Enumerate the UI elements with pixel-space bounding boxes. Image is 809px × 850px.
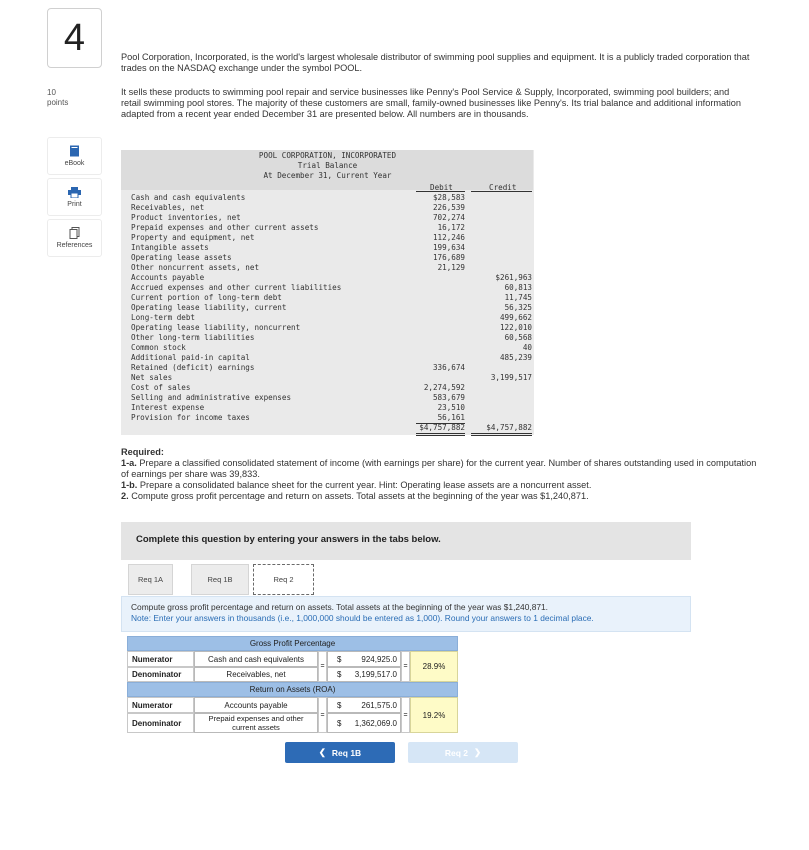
trial-balance-credit [471, 413, 532, 423]
trial-balance-credit [471, 223, 532, 233]
trial-balance-credit [471, 253, 532, 263]
points-label: points [47, 98, 69, 107]
required-1a [121, 458, 761, 480]
gp-denominator-select[interactable]: Receivables, net [194, 667, 318, 682]
trial-balance-debit: 56,161 [437, 413, 465, 422]
instruction-banner: Complete this question by entering your answers in the tabs below. [121, 522, 691, 560]
required-1a-text: Prepare a classified consolidated statement of income (with earnings per share) for the current year. Number of shares outstanding used in computation of earnings per share was 39,833. [121, 458, 757, 479]
trial-balance-debit: 336,674 [432, 363, 465, 372]
required-2 [121, 491, 761, 502]
trial-balance-account: Provision for income taxes [131, 413, 250, 422]
trial-balance-debit [411, 343, 465, 353]
debit-header-underline [416, 191, 465, 192]
required-1b [121, 480, 761, 491]
trial-balance-account: Selling and administrative expenses [131, 393, 292, 402]
next-button[interactable] [408, 742, 518, 763]
required-section [121, 447, 761, 502]
sidebar-item-label: References [56, 242, 93, 249]
trial-balance-debit [411, 283, 465, 293]
roa-denominator-label: Denominator [127, 713, 194, 733]
prev-button-label: Req 1B [331, 747, 362, 758]
trial-balance-account: Other noncurrent assets, net [131, 263, 260, 272]
trial-balance-debit: 16,172 [437, 223, 465, 232]
instructions-text: Compute gross profit percentage and return on assets. Total assets at the beginning of the year was $1,240,871. [131, 602, 548, 612]
credit-header-underline [471, 191, 532, 192]
trial-balance-credit [471, 213, 532, 223]
roa-numerator-input[interactable] [327, 697, 401, 713]
roa-numerator-select[interactable]: Accounts payable [194, 697, 318, 713]
trial-balance-account: Prepaid expenses and other current assets [131, 223, 319, 232]
trial-balance-debit: $28,583 [432, 193, 465, 202]
trial-balance-debit [411, 333, 465, 343]
trial-balance-account: Cost of sales [131, 383, 191, 392]
trial-balance-account: Product inventories, net [131, 213, 241, 222]
prev-button[interactable] [285, 742, 395, 763]
trial-balance-credit: 60,568 [504, 333, 532, 342]
trial-balance-credit [471, 233, 532, 243]
trial-balance-debit [411, 303, 465, 313]
tab-req-1b[interactable]: Req 1B [191, 564, 249, 595]
points-indicator [47, 88, 68, 108]
tab-instructions [121, 596, 691, 632]
trial-balance-debit: 226,539 [432, 203, 465, 212]
roa-equals: = [318, 697, 327, 733]
sidebar-item-ebook[interactable] [47, 137, 102, 175]
trial-balance-debit [411, 293, 465, 303]
intro-paragraph-2: It sells these products to swimming pool repair and service businesses like Penny's Pool Service & Supply, Incorporated, swimming pool builders; and retail swimming pool stores. The majority of these customers are small, family-owned businesses like Penny's. Its trial balance and additional information adapted from a recent year ended December 31 are presented below. All numbers are in thousands. [121, 87, 741, 119]
gp-numerator-label: Numerator [127, 651, 194, 667]
trial-balance-account: Net sales [131, 373, 173, 382]
roa-numerator-value: 261,575.0 [361, 700, 397, 710]
trial-balance-account: Property and equipment, net [131, 233, 255, 242]
trial-balance-debit: 199,634 [432, 243, 465, 252]
trial-balance-credit [471, 403, 532, 413]
trial-balance-account: Accounts payable [131, 273, 205, 282]
trial-balance-credit: 499,662 [499, 313, 532, 322]
gp-denominator-label: Denominator [127, 667, 194, 682]
gp-numerator-input[interactable] [327, 651, 401, 667]
chevron-left-icon: ❮ [318, 747, 326, 757]
trial-balance-debit [411, 273, 465, 283]
gross-profit-header: Gross Profit Percentage [127, 636, 458, 651]
trial-balance-account: Additional paid-in capital [131, 353, 250, 362]
trial-balance-credit: 60,813 [504, 283, 532, 292]
gp-result-equals: = [401, 651, 410, 682]
tab-req-2[interactable]: Req 2 [253, 564, 314, 595]
required-heading: Required: [121, 447, 164, 457]
gp-numerator-value: 924,925.0 [361, 654, 397, 664]
trial-balance-account: Current portion of long-term debt [131, 293, 282, 302]
trial-balance-account: Accrued expenses and other current liabilities [131, 283, 342, 292]
trial-balance-credit: 56,325 [504, 303, 532, 312]
trial-balance-credit [471, 193, 532, 203]
trial-balance-debit: 583,679 [432, 393, 465, 402]
trial-balance-account: Intangible assets [131, 243, 209, 252]
trial-balance-debit: 23,510 [437, 403, 465, 412]
tab-req-1a[interactable]: Req 1A [128, 564, 173, 595]
instructions-note: Note: Enter your answers in thousands (i.e., 1,000,000 should be entered as 1,000). Round your answers to 1 decimal place. [131, 613, 594, 623]
trial-balance-account: Retained (deficit) earnings [131, 363, 255, 372]
required-2-text: Compute gross profit percentage and return on assets. Total assets at the beginning of the year was $1,240,871. [128, 491, 589, 501]
debit-header: Debit [430, 183, 453, 192]
trial-balance-credit: 122,010 [499, 323, 532, 332]
currency-symbol: $ [337, 670, 342, 679]
next-button-label: Req 2 [444, 747, 469, 758]
trial-balance-debit: 702,274 [432, 213, 465, 222]
intro-paragraph-1: Pool Corporation, Incorporated, is the world's largest wholesale distributor of swimming pool supplies and equipment. It is a publicly traded corporation that trades on the NASDAQ exchange under the symbol POOL. [121, 52, 750, 73]
trial-balance-account: Receivables, net [131, 203, 205, 212]
trial-balance-credit: 485,239 [499, 353, 532, 362]
trial-balance-debit [411, 373, 465, 383]
roa-result-equals: = [401, 697, 410, 733]
gp-numerator-select[interactable]: Cash and cash equivalents [194, 651, 318, 667]
trial-balance-account: Other long-term liabilities [131, 333, 255, 342]
trial-balance-credit [471, 263, 532, 273]
total-credit: $4,757,882 [486, 423, 532, 432]
required-2-label: 2. [121, 491, 129, 501]
currency-symbol: $ [337, 718, 342, 728]
gp-denominator-value: 3,199,517.0 [354, 670, 397, 679]
trial-balance-account: Interest expense [131, 403, 205, 412]
trial-balance-subtitle: Trial Balance [297, 161, 358, 170]
required-1b-label: 1-b. [121, 480, 138, 490]
trial-balance-credit: 11,745 [504, 293, 532, 302]
roa-numerator-label: Numerator [127, 697, 194, 713]
credit-double-rule [471, 433, 532, 436]
trial-balance-credit: 40 [522, 343, 532, 352]
gp-denominator-input[interactable] [327, 667, 401, 682]
trial-balance-debit [411, 323, 465, 333]
sidebar-item-references[interactable] [47, 219, 102, 257]
trial-balance-credit: $261,963 [495, 273, 532, 282]
trial-balance-credit [471, 203, 532, 213]
references-icon [69, 227, 80, 239]
trial-balance-debit [411, 353, 465, 363]
trial-balance-account: Operating lease liability, noncurrent [131, 323, 301, 332]
gp-result: 28.9% [410, 651, 458, 682]
sidebar-item-label: Print [67, 200, 82, 208]
roa-denominator-value: 1,362,069.0 [354, 718, 397, 728]
roa-denominator-select[interactable]: Prepaid expenses and other current assets [194, 713, 318, 733]
trial-balance-debit: 2,274,592 [423, 383, 465, 392]
trial-balance-debit [411, 313, 465, 323]
roa-header: Return on Assets (ROA) [127, 682, 458, 697]
roa-result: 19.2% [410, 697, 458, 733]
book-icon [69, 145, 80, 157]
trial-balance-account: Operating lease liability, current [131, 303, 287, 312]
required-1a-label: 1-a. [121, 458, 137, 468]
trial-balance-credit: 3,199,517 [490, 373, 532, 382]
debit-double-rule [416, 433, 465, 436]
points-value: 10 [47, 88, 56, 97]
roa-denominator-input[interactable] [327, 713, 401, 733]
trial-balance-credit [471, 363, 532, 373]
trial-balance-debit: 176,689 [432, 253, 465, 262]
trial-balance-account: Operating lease assets [131, 253, 232, 262]
currency-symbol: $ [337, 700, 342, 710]
chevron-right-icon: ❯ [474, 747, 482, 757]
required-1b-text: Prepare a consolidated balance sheet for the current year. Hint: Operating lease assets are a noncurrent asset. [137, 480, 592, 490]
currency-symbol: $ [337, 654, 342, 664]
trial-balance-account: Long-term debt [131, 313, 196, 322]
credit-header: Credit [489, 183, 517, 192]
trial-balance-debit: 21,129 [437, 263, 465, 272]
sidebar-item-label: eBook [64, 160, 85, 167]
trial-balance-account: Cash and cash equivalents [131, 193, 246, 202]
trial-balance-header [121, 150, 533, 190]
trial-balance-date: At December 31, Current Year [263, 171, 392, 180]
trial-balance-credit [471, 243, 532, 253]
total-debit: $4,757,882 [419, 423, 465, 432]
trial-balance-title: POOL CORPORATION, INCORPORATED [258, 151, 397, 160]
trial-balance [121, 150, 534, 435]
gp-equals: = [318, 651, 327, 682]
trial-balance-credit [471, 393, 532, 403]
question-number: 4 [47, 8, 102, 68]
printer-icon [68, 187, 81, 198]
trial-balance-account: Common stock [131, 343, 186, 352]
sidebar-item-print[interactable] [47, 178, 102, 216]
trial-balance-debit: 112,246 [432, 233, 465, 242]
trial-balance-credit [471, 383, 532, 393]
